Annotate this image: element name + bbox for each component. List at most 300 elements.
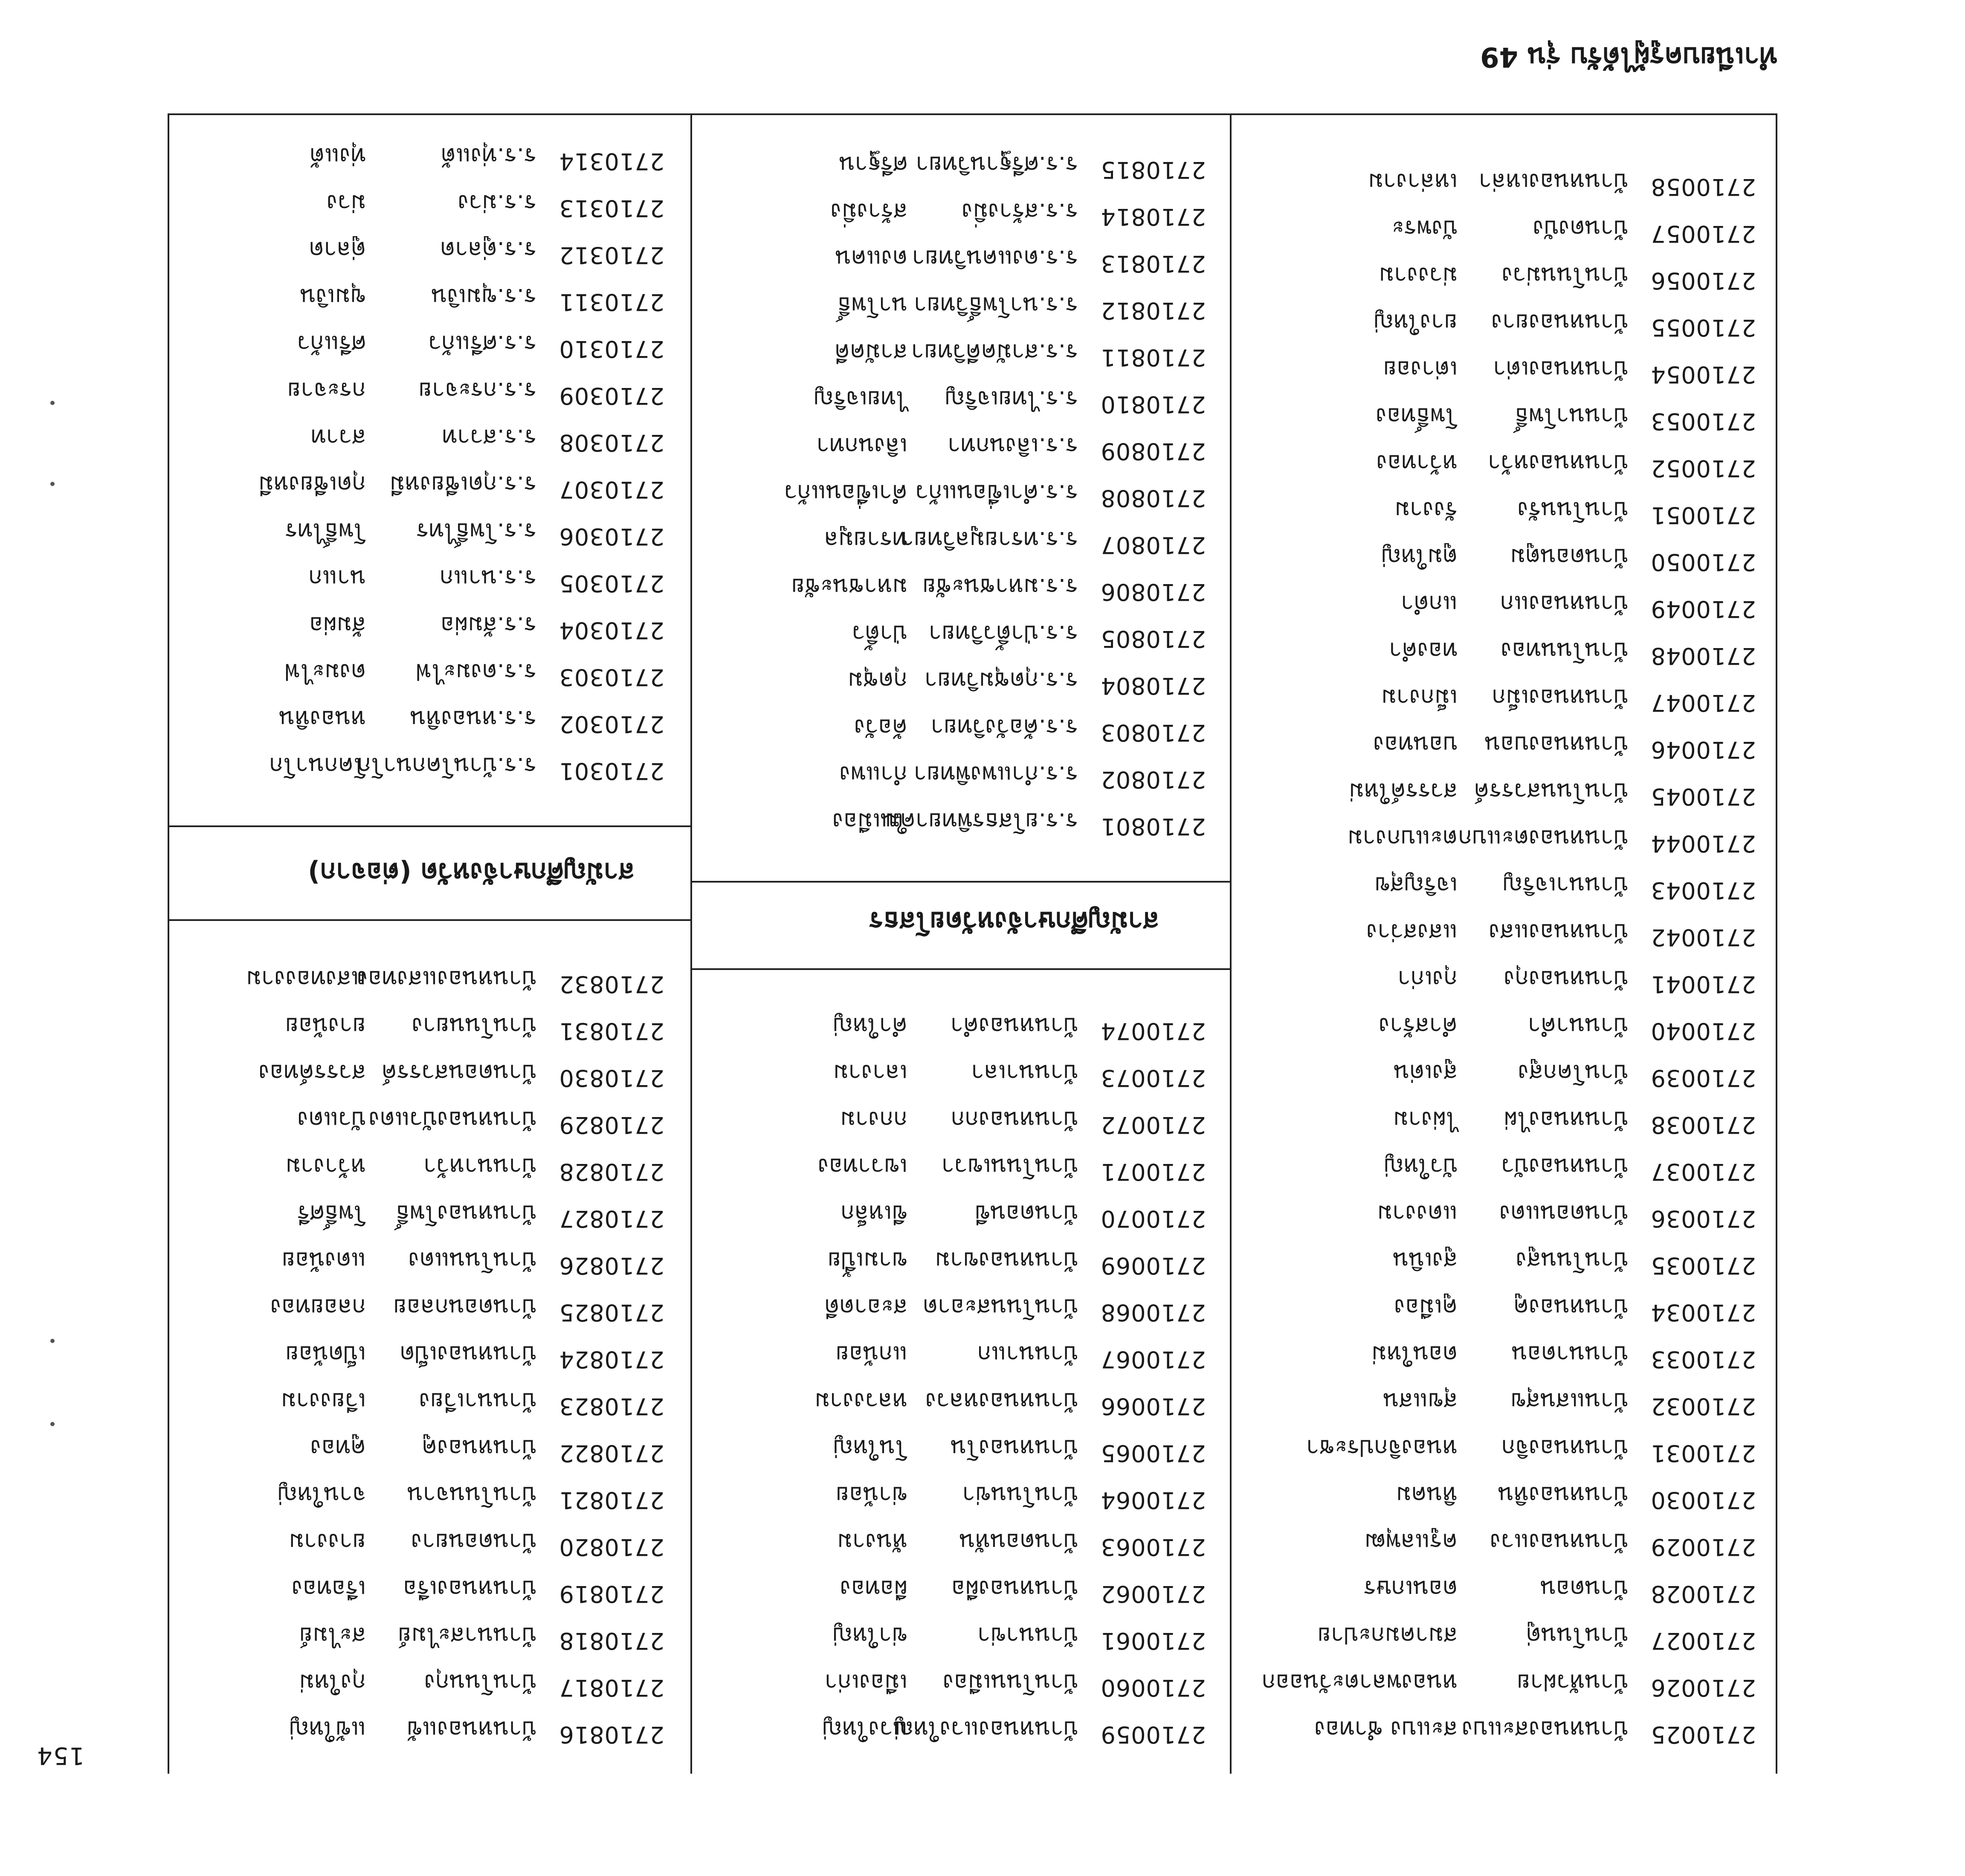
page-header: ทำเนียบครูผู้ได้รับ รุ่น 49 [1480, 41, 1777, 72]
entry-code: 2710813 [1100, 250, 1206, 277]
entry-code: 2710822 [559, 1440, 664, 1467]
list-item [174, 228, 664, 269]
list-item [174, 650, 664, 691]
entry-code: 2710066 [1100, 1393, 1206, 1420]
entry-school: บ้านดอนกลอย [393, 1294, 536, 1321]
list-item [174, 509, 664, 550]
scan-mark [50, 482, 55, 486]
entry-code: 2710055 [1650, 314, 1756, 341]
entry-place: เม็กงาม [1381, 684, 1458, 711]
entry-code: 2710069 [1100, 1252, 1206, 1279]
entry-code: 2710038 [1650, 1112, 1756, 1138]
entry-school: บ้านหนองเหล่า [1478, 168, 1628, 195]
entry-code: 2710047 [1650, 689, 1756, 716]
scan-mark [50, 1339, 55, 1343]
entry-code: 2710027 [1650, 1627, 1756, 1654]
entry-school: ร.ร.ดงมะไฟ [415, 659, 536, 686]
entry-school: บ้านหนองหิน [1498, 1482, 1628, 1508]
list-item [716, 142, 1206, 183]
entry-school: ร.ร.ดู่ลาด [440, 237, 536, 263]
entry-school: บ้านนาโพธิ์ [1514, 403, 1628, 430]
list-item [174, 368, 664, 409]
list-item [1266, 1613, 1756, 1654]
entry-code: 2710818 [559, 1627, 664, 1654]
list-item [716, 1520, 1206, 1560]
entry-place: แวงใหญ่ [822, 1716, 907, 1743]
entry-place: หว้าทอง [1376, 450, 1458, 477]
entry-code: 2710819 [559, 1581, 664, 1607]
entry-place: โคกนาโก [269, 753, 366, 779]
entry-code: 2710061 [1100, 1627, 1206, 1654]
entry-place: สวาท [310, 424, 366, 451]
entry-school: ร.ร.ส้มผ่อ [441, 612, 536, 639]
list-item [174, 556, 664, 597]
entry-school: ร.ร.โพธิ์ไทร [416, 518, 536, 545]
entry-school: บ้านโนนสูง [1516, 1247, 1628, 1274]
entry-place: หว้างาม [285, 1153, 366, 1180]
entry-code: 2710031 [1650, 1440, 1756, 1467]
entry-place: ข่าใหญ่ [832, 1622, 907, 1649]
entry-place: ยางใหญ่ [1374, 309, 1458, 336]
list-item [174, 1004, 664, 1045]
entry-code: 2710074 [1100, 1018, 1206, 1045]
entry-code: 2710832 [559, 971, 664, 998]
entry-place: บัวใหญ่ [1384, 1153, 1458, 1180]
entry-code: 2710050 [1650, 549, 1756, 576]
entry-code: 2710312 [559, 242, 664, 269]
entry-school: บ้านโนนรัง [1517, 497, 1628, 524]
entry-code: 2710040 [1650, 1018, 1756, 1045]
entry-place: ดอนใหม่ [1371, 1341, 1458, 1368]
list-item [716, 1707, 1206, 1748]
list-item [1266, 1238, 1756, 1279]
entry-place: โพธิ์ศรี [297, 1200, 366, 1227]
entry-school: ร.ร.มหาชนะชัย [922, 573, 1078, 600]
entry-school: บ้านโนนกุง [424, 1669, 536, 1696]
entry-code: 2710805 [1100, 625, 1206, 652]
list-item [1266, 1566, 1756, 1607]
entry-code: 2710030 [1650, 1487, 1756, 1514]
entry-place: กุดชุม [847, 667, 907, 694]
entry-place: เลางาม [833, 1060, 907, 1086]
list-item [716, 1144, 1206, 1185]
list-item [1266, 1191, 1756, 1232]
entry-code: 2710057 [1650, 220, 1756, 247]
list-item [716, 1473, 1206, 1514]
entry-school: ร.ร.ทรายมูลวิทยา [901, 527, 1078, 553]
scan-mark [50, 1422, 55, 1426]
entry-place: สมาคมกะปาย [1317, 1622, 1458, 1649]
entry-school: ร.ร.บ้านโคกนาโก [357, 753, 536, 779]
entry-school: บ้านหนองยาง [1491, 309, 1628, 336]
entry-school: บ้านนาแก [977, 1341, 1078, 1368]
entry-school: บ้านหนองโน [951, 1435, 1078, 1462]
entry-code: 2710307 [559, 476, 664, 503]
entry-code: 2710816 [559, 1721, 664, 1748]
entry-school: บ้านนาข่า [977, 1622, 1078, 1649]
entry-code: 2710825 [559, 1299, 664, 1326]
entry-place: บังพระ [1391, 215, 1458, 242]
list-item [716, 1660, 1206, 1701]
entry-school: บ้านหนองขาม [935, 1247, 1078, 1274]
entry-place: ขามเปี้ย [827, 1247, 907, 1274]
list-item [716, 330, 1206, 371]
entry-place: แดงน้อย [281, 1247, 366, 1274]
list-item [1266, 957, 1756, 998]
entry-code: 2710045 [1650, 783, 1756, 810]
entry-school: ร.ร.นาแก [439, 565, 536, 592]
entry-place: ทองคำ [1389, 637, 1458, 664]
entry-place: ครูแลพุฒ [1365, 1529, 1458, 1555]
list-item [1266, 1285, 1756, 1326]
entry-code: 2710313 [559, 195, 664, 222]
entry-code: 2710815 [1100, 156, 1206, 183]
entry-school: ร.ร.หนองหิน [410, 706, 536, 732]
entry-school: ร.ร.กระจาย [418, 377, 536, 404]
entry-code: 2710309 [559, 382, 664, 409]
list-item [716, 424, 1206, 465]
entry-place: ทรายมูล [824, 527, 907, 553]
list-item [174, 1191, 664, 1232]
entry-place: ข่าน้อย [835, 1482, 907, 1508]
entry-place: สุขแสน [1383, 1388, 1458, 1415]
list-item [1266, 910, 1756, 951]
entry-code: 2710049 [1650, 596, 1756, 622]
list-item [1266, 347, 1756, 388]
list-item [716, 1097, 1206, 1138]
entry-school: บ้านหัวฝาย [1516, 1669, 1628, 1696]
entry-school: บ้านหนองเต่า [1493, 356, 1628, 383]
entry-place: คำสร้าง [1378, 1013, 1458, 1039]
entry-school: ร.ร.สร้างมิ่ง [962, 198, 1078, 225]
entry-code: 2710048 [1650, 643, 1756, 669]
entry-code: 2710062 [1100, 1581, 1206, 1607]
entry-code: 2710028 [1650, 1581, 1756, 1607]
entry-place: หนองหิน [279, 706, 366, 732]
entry-place: สวรรค์ใหม่ [1349, 778, 1458, 805]
entry-school: ร.ร.ขุมเงิน [431, 284, 536, 310]
entry-code: 2710035 [1650, 1252, 1756, 1279]
entry-school: บ้านหนองเม็ก [1492, 684, 1628, 711]
entry-code: 2710804 [1100, 672, 1206, 699]
list-item [716, 236, 1206, 277]
entry-school: ร.ร.ม่วง [458, 190, 536, 217]
entry-code: 2710806 [1100, 579, 1206, 605]
entry-place: กุดเชียงหมี [258, 471, 366, 498]
entry-place: เรือทอง [291, 1575, 366, 1602]
entry-place: โพธิ์ทอง [1376, 403, 1458, 430]
entry-school: บ้านดอนขี [974, 1200, 1078, 1227]
entry-place: กลอยทอง [270, 1294, 366, 1321]
entry-code: 2710067 [1100, 1346, 1206, 1373]
entry-code: 2710036 [1650, 1205, 1756, 1232]
entry-school: บ้านหนองแวง [1490, 1529, 1628, 1555]
entry-place: จานใหญ่ [278, 1482, 366, 1508]
entry-school: บ้านโนนเมือง [942, 1669, 1078, 1696]
list-item [174, 1332, 664, 1373]
entry-school: บ้านดอนแดง [1499, 1200, 1628, 1227]
list-item [716, 1004, 1206, 1045]
entry-school: บ้านนาสะไมย์ [397, 1622, 536, 1649]
list-item [174, 744, 664, 785]
entry-place: บอนทอง [1373, 731, 1458, 758]
entry-school: ร.ร.ศรีฐานวิทยา [916, 151, 1078, 178]
list-item [174, 321, 664, 362]
entry-place: เมืองเก่า [824, 1669, 907, 1696]
list-item [1261, 1660, 1756, 1701]
list-item [174, 1660, 664, 1701]
entry-place: กกงาม [840, 1106, 907, 1133]
entry-school: ร.ร.นาโพธิ์วิทยา [913, 292, 1078, 319]
entry-school: บ้านนาหว้า [423, 1153, 536, 1180]
entry-school: บ้านนาคำ [1527, 1013, 1628, 1039]
entry-place: ผือทอง [840, 1575, 907, 1602]
entry-code: 2710051 [1650, 502, 1756, 529]
list-item [716, 705, 1206, 746]
page-number: 154 [36, 1742, 84, 1769]
entry-school: ร.ร.ค้อวังวิทยา [930, 714, 1078, 741]
list-item [716, 518, 1206, 559]
entry-code: 2710042 [1650, 924, 1756, 951]
entry-code: 2710052 [1650, 455, 1756, 482]
entry-school: บ้านโคกสูง [1518, 1060, 1628, 1086]
entry-code: 2710831 [559, 1018, 664, 1045]
entry-code: 2710064 [1100, 1487, 1206, 1514]
entry-place: ค้อวัง [854, 714, 907, 741]
list-item [174, 1379, 664, 1420]
entry-place: คำใหญ่ [833, 1013, 907, 1039]
column-divider [690, 113, 692, 1774]
entry-code: 2710063 [1100, 1534, 1206, 1560]
entry-place: ศรีแก้ว [297, 330, 366, 357]
entry-school: บ้านดงบัง [1533, 215, 1628, 242]
entry-school: บ้านโนนข่า [962, 1482, 1078, 1508]
entry-school: บ้านโนนสะอาด [922, 1294, 1078, 1321]
list-item [1266, 535, 1756, 576]
entry-place: ม่วงงาม [1379, 262, 1458, 289]
entry-place: เหล่างาม [1368, 168, 1458, 195]
entry-school: ร.ร.กำแพงพิทยา [913, 761, 1078, 788]
entry-school: ร.ร.ทุ่งแต้ [441, 143, 536, 170]
entry-place: กำแพง [839, 761, 907, 788]
list-item [1266, 159, 1756, 200]
list-item [716, 611, 1206, 652]
list-item [174, 697, 664, 738]
entry-code: 2710812 [1100, 297, 1206, 324]
entry-place: หนองพลาตะวันออก [1261, 1669, 1458, 1696]
entry-place: คูทอง [310, 1435, 366, 1462]
entry-school: บ้านหนองจิก [1501, 1435, 1628, 1462]
entry-code: 2710830 [559, 1065, 664, 1091]
entry-code: 2710065 [1100, 1440, 1206, 1467]
entry-school: บ้านโนนยาง [412, 1013, 536, 1039]
list-item [1266, 1520, 1756, 1560]
list-item [174, 603, 664, 644]
entry-school: บ้านหนองเรือ [403, 1575, 536, 1602]
entry-school: บ้านดอนสวรรค์ [381, 1060, 536, 1086]
entry-school: บ้านโนนทอง [1501, 637, 1628, 664]
list-item [174, 1285, 664, 1326]
list-item [716, 377, 1206, 418]
entry-place: เลิงนกทา [816, 433, 907, 460]
list-item [174, 1613, 664, 1654]
entry-code: 2710807 [1100, 532, 1206, 559]
entry-school: บ้านดอนหัน [959, 1529, 1078, 1555]
list-item [174, 1238, 664, 1279]
entry-code: 2710311 [559, 289, 664, 316]
entry-school: บ้านดอน [1540, 1575, 1628, 1602]
list-item [174, 1051, 664, 1091]
entry-code: 2710054 [1650, 361, 1756, 388]
list-item [716, 565, 1206, 605]
entry-place: แสงทองงาม [246, 966, 366, 993]
list-item [174, 1707, 664, 1748]
entry-code: 2710056 [1650, 267, 1756, 294]
list-item [716, 1238, 1206, 1279]
entry-code: 2710071 [1100, 1158, 1206, 1185]
entry-place: โนใหญ่ [833, 1435, 907, 1462]
entry-code: 2710306 [559, 523, 664, 550]
entry-place: กระจาย [287, 377, 366, 404]
entry-place: ขุมเงิน [300, 284, 366, 310]
list-item [174, 415, 664, 456]
entry-school: บ้านหนองหลวง [925, 1388, 1078, 1415]
entry-place: คำเขื่อนแก้ว [784, 480, 907, 507]
entry-place: หินคม [1396, 1482, 1458, 1508]
entry-place: คูเมือง [1394, 1294, 1458, 1321]
entry-code: 2710304 [559, 617, 664, 644]
entry-school: ร.ร.ดงแคนวิทยา [912, 245, 1078, 272]
entry-school: บ้านหนองกก [951, 1106, 1078, 1133]
entry-place: เต่างอย [1383, 356, 1458, 383]
entry-code: 2710814 [1100, 203, 1206, 230]
list-item [1266, 253, 1756, 294]
section-rule [692, 968, 1230, 970]
list-item [1266, 675, 1756, 716]
entry-school: บ้านหนองตะแบก [1458, 825, 1628, 852]
entry-place: แข้ใหญ่ [289, 1716, 366, 1743]
list-item [716, 1426, 1206, 1467]
entry-place: เวียงงาม [281, 1388, 366, 1415]
entry-place: นาโพธิ์ [837, 292, 907, 319]
entry-code: 2710308 [559, 429, 664, 456]
list-item [716, 1051, 1206, 1091]
list-item [174, 181, 664, 222]
entry-place: แสงสว่าง [1366, 919, 1458, 946]
entry-code: 2710811 [1100, 344, 1206, 371]
entry-place: ไผ่งาม [1393, 1106, 1458, 1133]
list-item [174, 275, 664, 316]
entry-school: บ้านดอนตูม [1510, 544, 1628, 570]
entry-school: บ้านหนองบัวแดง [368, 1106, 536, 1133]
list-item [1266, 1097, 1756, 1138]
entry-school: บ้านโนนแดง [408, 1247, 536, 1274]
section-title: สามัญศึกษาจังหวัด (ต่อจาก) [308, 857, 635, 888]
list-item [174, 1473, 664, 1514]
entry-code: 2710072 [1100, 1112, 1206, 1138]
entry-school: บ้านหนองบอน [1484, 731, 1628, 758]
entry-code: 2710068 [1100, 1299, 1206, 1326]
entry-school: ร.ร.กุดชุมวิทยา [924, 667, 1078, 694]
entry-school: บ้านหนองแข้ [406, 1716, 536, 1743]
entry-school: บ้านหนองหว้า [1487, 450, 1628, 477]
list-item [716, 1566, 1206, 1607]
list-item [174, 957, 664, 998]
entry-place: ตะแบกงาม [1347, 825, 1458, 852]
list-item [1266, 1707, 1756, 1748]
list-item [1266, 769, 1756, 810]
list-item [1266, 582, 1756, 622]
entry-school: บ้านหนองผือ [951, 1575, 1078, 1602]
entry-code: 2710801 [1100, 813, 1206, 840]
list-item [1266, 628, 1756, 669]
list-item [1266, 1051, 1756, 1091]
entry-school: บ้านดอนยาง [411, 1529, 536, 1555]
entry-code: 2710302 [559, 711, 664, 738]
entry-place: หลวงงาม [814, 1388, 907, 1415]
list-item [716, 283, 1206, 324]
entry-school: บ้านหนองแสง [1489, 919, 1628, 946]
entry-school: ร.ร.ป่าติ้ววิทยา [928, 620, 1078, 647]
entry-place: ทุ่งแต้ [310, 143, 366, 170]
list-item [1266, 1144, 1756, 1185]
entry-place: ดู่ลาด [309, 237, 366, 263]
entry-school: บ้านหนองคู [422, 1435, 536, 1462]
list-item [716, 189, 1206, 230]
entry-code: 2710301 [559, 758, 664, 785]
list-item [716, 752, 1206, 793]
entry-code: 2710823 [559, 1393, 664, 1420]
entry-place: ดอนเกษร [1363, 1575, 1458, 1602]
list-item [174, 1097, 664, 1138]
entry-place: ขีเหล็ก [840, 1200, 907, 1227]
entry-school: ร.ร.ศรีแก้ว [428, 330, 536, 357]
list-item [1266, 300, 1756, 341]
entry-school: ร.ร.เลิงนกทา [948, 433, 1078, 460]
entry-school: ร.ร.ยโสธรพิทยาคม [885, 808, 1078, 835]
entry-code: 2710803 [1100, 719, 1206, 746]
entry-place: ป่าติ้ว [852, 620, 907, 647]
list-item [716, 1191, 1206, 1232]
entry-school: บ้านหนองบัว [1501, 1153, 1628, 1180]
entry-code: 2710046 [1650, 736, 1756, 763]
entry-place: รังงาม [1394, 497, 1458, 524]
section-rule [169, 919, 690, 921]
entry-code: 2710829 [559, 1112, 664, 1138]
entry-place: สะอาดดี [824, 1294, 907, 1321]
entry-place: ยางน้อย [285, 1013, 366, 1039]
entry-code: 2710310 [559, 336, 664, 362]
entry-school: บ้านหนองไผ่ [1504, 1106, 1628, 1133]
entry-school: บ้านแสนสุข [1510, 1388, 1628, 1415]
list-item [716, 1613, 1206, 1654]
entry-code: 2710817 [559, 1674, 664, 1701]
entry-code: 2710034 [1650, 1299, 1756, 1326]
entry-code: 2710826 [559, 1252, 664, 1279]
list-item [174, 1566, 664, 1607]
entry-place: สะไมย์ [299, 1622, 366, 1649]
entry-place: หันงาม [837, 1529, 907, 1555]
entry-school: บ้านหนองแสงทอง [356, 966, 536, 993]
entry-place: หนองจิกประชา [1306, 1435, 1458, 1462]
entry-school: บ้านโนนสวรรค์ [1474, 778, 1628, 805]
entry-code: 2710828 [559, 1158, 664, 1185]
entry-school: บ้านนาเลา [971, 1060, 1078, 1086]
list-item [1266, 1426, 1756, 1467]
entry-school: บ้านหนองสะแบง [1461, 1716, 1628, 1743]
entry-place: นาแก [308, 565, 366, 592]
entry-code: 2710043 [1650, 877, 1756, 904]
